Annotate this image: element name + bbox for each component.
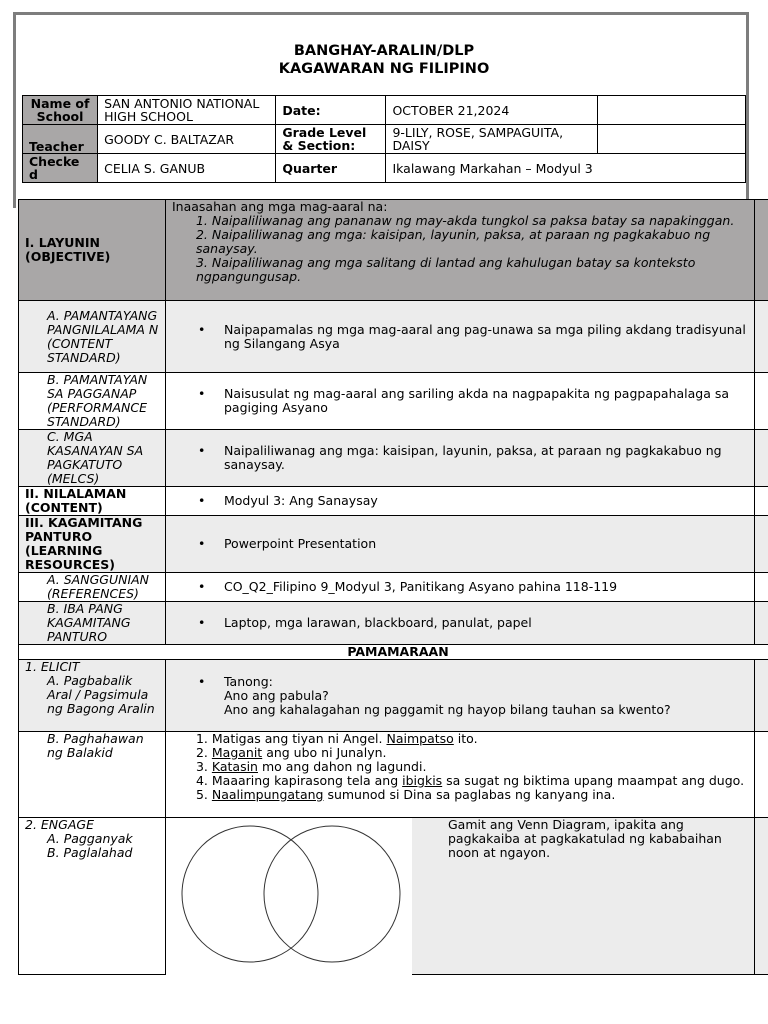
procedure-heading: PAMAMARAAN bbox=[19, 645, 768, 660]
objective-list bbox=[172, 214, 748, 284]
margin-cell bbox=[755, 818, 768, 975]
vocabulary-item: 1. Matigas ang tiyan ni Angel. Naimpatso ito. bbox=[195, 731, 478, 746]
engage-label: 2. ENGAGE bbox=[25, 817, 94, 832]
bullet-icon bbox=[172, 537, 224, 551]
margin-cell bbox=[755, 573, 768, 602]
content-standard-label: A. PAMANTAYANG PANGNILALAMA N (CONTENT STANDARD) bbox=[19, 301, 166, 373]
info-table bbox=[22, 95, 746, 183]
elicit-label: 1. ELICIT bbox=[25, 659, 80, 674]
margin-cell bbox=[755, 660, 768, 732]
melcs-label: C. MGA KASANAYAN SA PAGKATUTO (MELCS) bbox=[19, 430, 166, 487]
motivation-label: A. Pagganyak bbox=[47, 831, 133, 846]
date-label: Date: bbox=[276, 96, 386, 125]
resources-label: III. KAGAMITANG PANTURO (LEARNING RESOURCES) bbox=[19, 516, 166, 573]
checked-value: CELIA S. GANUB bbox=[98, 154, 276, 183]
margin-cell bbox=[755, 301, 768, 373]
objective-item: 3. Naipaliliwanag ang mga salitang di lantad ang kahulugan batay sa konteksto ngpangungusap. bbox=[195, 255, 696, 284]
question-1: Ano ang pabula? bbox=[223, 687, 329, 703]
question-2: Ano ang kahalagahan ng paggamit ng hayop bilang tauhan sa kwento? bbox=[223, 701, 671, 717]
bullet-icon bbox=[172, 675, 224, 689]
margin-cell bbox=[755, 487, 768, 516]
date-value: OCTOBER 21,2024 bbox=[386, 96, 597, 125]
review-label: A. Pagbabalik Aral / Pagsimula ng Bagong Aralin bbox=[47, 673, 155, 716]
presentation-label: B. Paglalahad bbox=[47, 845, 133, 860]
checked-label: Checke d bbox=[23, 154, 98, 183]
engage-label-cell bbox=[19, 818, 166, 975]
venn-diagram bbox=[166, 818, 412, 975]
references-label: A. SANGGUNIAN (REFERENCES) bbox=[19, 573, 166, 602]
empty-cell bbox=[597, 96, 745, 125]
performance-standard-cell bbox=[165, 373, 754, 430]
content-standard-text: Naipapamalas ng mga mag-aaral ang pag-unawa sa mga piling akdang tradisyunal ng Silangang Asya bbox=[223, 321, 746, 351]
bullet-icon bbox=[172, 616, 224, 630]
elicit-label-cell bbox=[19, 660, 166, 732]
other-materials-label: B. IBA PANG KAGAMITANG PANTURO bbox=[19, 602, 166, 645]
objective-label: I. LAYUNIN (OBJECTIVE) bbox=[19, 200, 166, 301]
margin-cell bbox=[755, 373, 768, 430]
document-title: BANGHAY-ARALIN/DLP bbox=[293, 43, 475, 59]
other-materials-cell bbox=[165, 602, 754, 645]
references-text: CO_Q2_Filipino 9_Modyul 3, Panitikang Asyano pahina 118-119 bbox=[223, 579, 618, 594]
question-heading: Tanong: bbox=[223, 673, 273, 689]
elicit-cell bbox=[165, 660, 754, 732]
vocabulary-label: B. Paghahawan ng Balakid bbox=[19, 732, 166, 818]
vocabulary-item: 5. Naalimpungatang sumunod si Dina sa paglabas ng kanyang ina. bbox=[195, 787, 616, 802]
performance-standard-text: Naisusulat ng mag-aaral ang sariling akda na nagpapakita ng pagpapahalaga sa pagiging Asyano bbox=[223, 386, 730, 415]
bullet-icon bbox=[172, 580, 224, 594]
objective-item: 2. Naipaliliwanag ang mga: kaisipan, layunin, paksa, at paraan ng pagkakabuo ng sanaysay. bbox=[195, 227, 711, 256]
performance-standard-label: B. PAMANTAYAN SA PAGGANAP (PERFORMANCE STANDARD) bbox=[19, 373, 166, 430]
content-label: II. NILALAMAN (CONTENT) bbox=[19, 487, 166, 516]
content-standard-cell bbox=[165, 301, 754, 373]
melcs-cell bbox=[165, 430, 754, 487]
other-materials-text: Laptop, mga larawan, blackboard, panulat, papel bbox=[223, 615, 532, 630]
margin-cell bbox=[755, 430, 768, 487]
school-label: Name of School bbox=[23, 96, 98, 125]
quarter-value: Ikalawang Markahan – Modyul 3 bbox=[386, 154, 746, 183]
vocabulary-item: 4. Maaaring kapirasong tela ang ibigkis sa sugat ng biktima upang maampat ang dugo. bbox=[195, 773, 745, 788]
vocabulary-item: 3. Katasin mo ang dahon ng lagundi. bbox=[195, 759, 427, 774]
department-title: KAGAWARAN NG FILIPINO bbox=[278, 61, 490, 77]
references-cell bbox=[165, 573, 754, 602]
content-text: Modyul 3: Ang Sanaysay bbox=[223, 493, 378, 508]
margin-cell bbox=[755, 602, 768, 645]
margin-cell bbox=[755, 200, 768, 301]
bullet-icon bbox=[172, 387, 224, 415]
vocabulary-item: 2. Maganit ang ubo ni Junalyn. bbox=[195, 745, 387, 760]
objective-intro: Inaasahan ang mga mag-aaral na: bbox=[171, 199, 388, 214]
empty-cell bbox=[597, 125, 745, 154]
margin-cell bbox=[755, 516, 768, 573]
objective-cell bbox=[165, 200, 754, 301]
teacher-label: Teacher bbox=[23, 125, 98, 154]
bullet-icon bbox=[172, 323, 224, 351]
lesson-plan-table bbox=[18, 199, 768, 975]
engage-cell bbox=[165, 818, 754, 975]
engage-text: Gamit ang Venn Diagram, ipakita ang pagkakaiba at pagkakatulad ng kababaihan noon at ngayon. bbox=[447, 817, 722, 860]
bullet-icon bbox=[172, 494, 224, 508]
school-value: SAN ANTONIO NATIONAL HIGH SCHOOL bbox=[98, 96, 276, 125]
teacher-value: GOODY C. BALTAZAR bbox=[98, 125, 276, 154]
grade-value: 9-LILY, ROSE, SAMPAGUITA, DAISY bbox=[386, 125, 597, 154]
grade-label: Grade Level & Section: bbox=[276, 125, 386, 154]
margin-cell bbox=[755, 732, 768, 818]
bullet-icon bbox=[172, 444, 224, 472]
melcs-text: Naipaliliwanag ang mga: kaisipan, layunin, paksa, at paraan ng pagkakabuo ng sanaysay. bbox=[223, 443, 722, 472]
content-cell bbox=[165, 487, 754, 516]
venn-area bbox=[166, 818, 754, 973]
resources-text: Powerpoint Presentation bbox=[223, 536, 377, 551]
resources-cell bbox=[165, 516, 754, 573]
vocabulary-cell bbox=[165, 732, 754, 818]
quarter-label: Quarter bbox=[276, 154, 386, 183]
objective-item: 1. Naipaliliwanag ang pananaw ng may-akda tungkol sa paksa batay sa napakinggan. bbox=[195, 213, 735, 228]
